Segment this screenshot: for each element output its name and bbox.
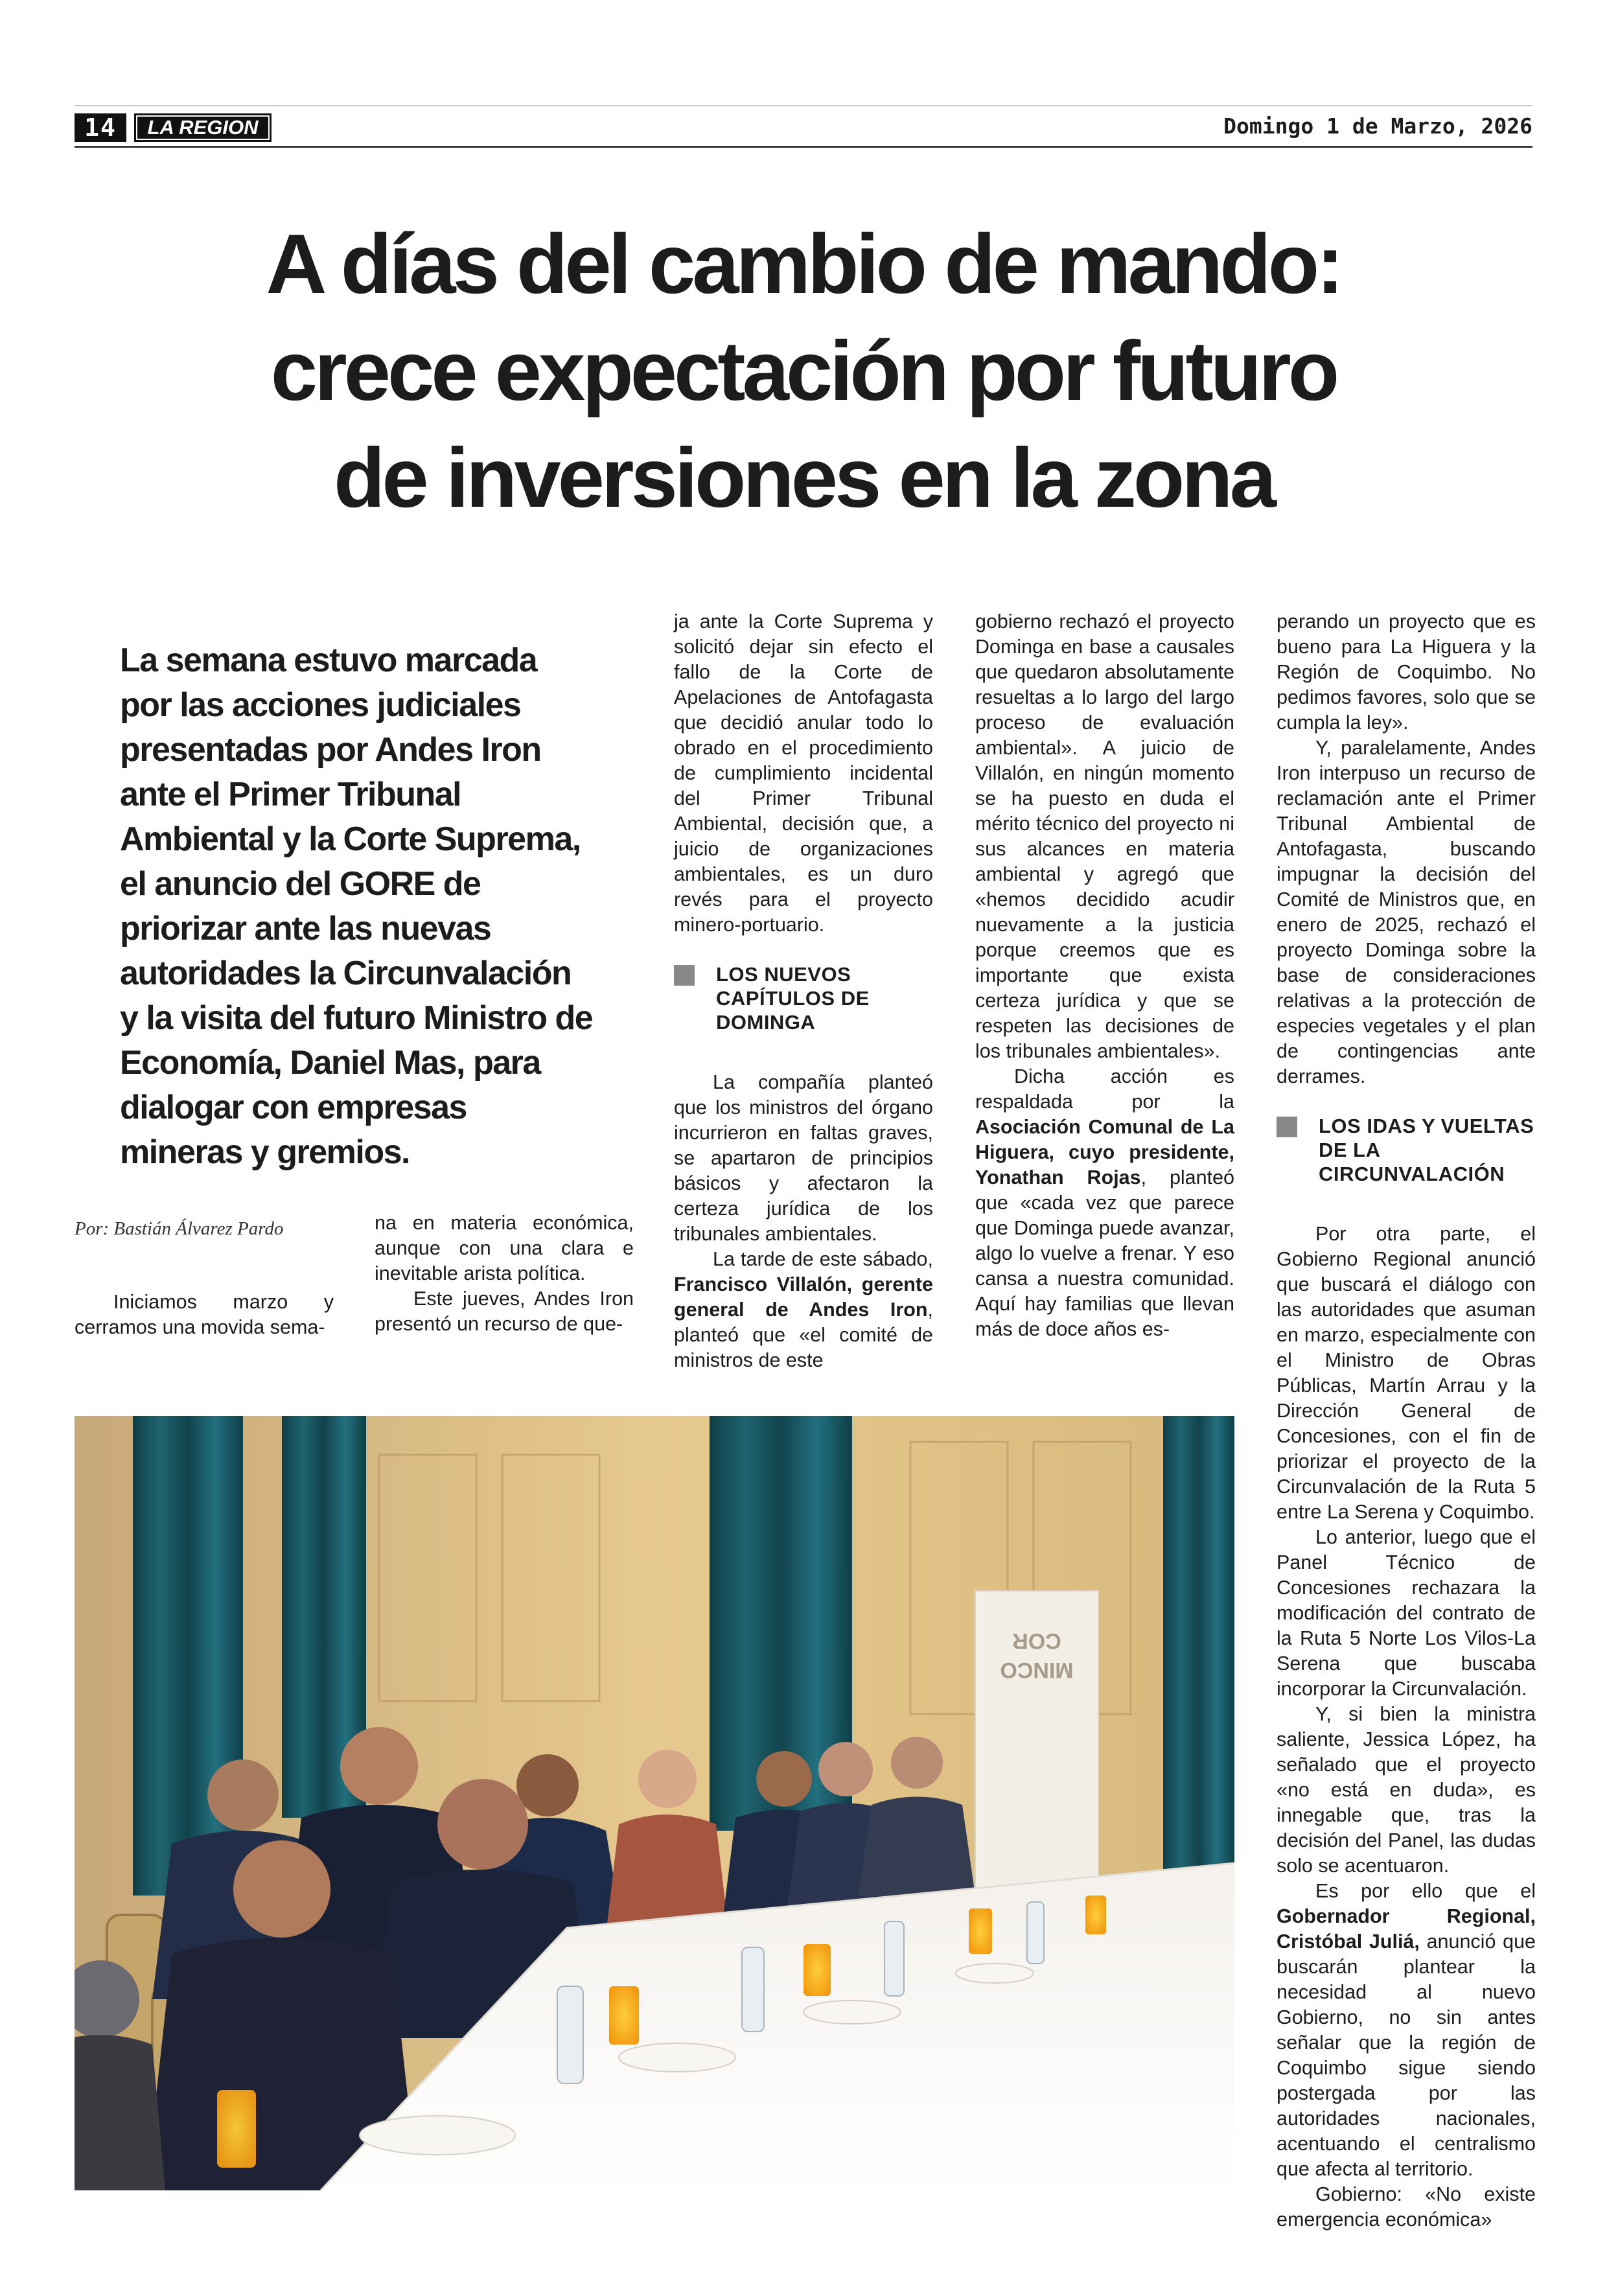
paragraph: La compañía planteó que los ministros del órgano incurrieron en faltas graves, se apartaron de principios básicos y afectaron la certeza jurídica de los tribunales ambientales. [674,1071,933,1245]
text-run: anunció que buscarán plantear la necesidad al nuevo Gobierno, no sin antes señalar que la región de Coquimbo sigue siendo postergada por las autoridades nacionales, acentuando el centralismo que afecta al territorio. [1277,1931,1536,2180]
body-column-4 [1277,609,1536,2232]
bold-text-run: Francisco Villalón, gerente general de Andes Iron [674,1273,933,1321]
banner-text-1: COR [1012,1629,1061,1653]
paragraph: na en materia económica, aunque con una clara e inevitable arista política. [375,1212,634,1284]
square-bullet-icon [1277,1117,1297,1137]
paragraph: Lo anterior, luego que el Panel Técnico de Concesiones rechazara la modificación del contrato de la Ruta 5 Norte Los Vilos-La Serena que buscaba incorporar la Circunvalación. [1277,1526,1536,1700]
issue-date: Domingo 1 de Marzo, 2026 [1223,113,1532,139]
byline: Por: Bastián Álvarez Pardo [75,1218,284,1239]
bold-text-run: Asociación Comunal de La Higuera, cuyo presidente, Yonathan Rojas [975,1116,1234,1189]
meeting-photo [75,1416,1234,2190]
paragraph: Y, paralelamente, Andes Iron interpuso un recurso de reclamación ante el Primer Tribunal Ambiental de Antofagasta, buscando impugnar la decisión del Comité de Ministros que, en enero de 2025, rechazó el proyecto Dominga sobre la base de consideraciones relativas a la protección de especies vegetales y el plan de contingencias ante derrames. [1277,737,1536,1087]
paragraph: Este jueves, Andes Iron presentó un recurso de que- [375,1288,634,1335]
text-run: , planteó que «el comité de ministros de este [674,1299,933,1371]
paragraph: perando un proyecto que es bueno para La Higuera y la Región de Coquimbo. No pedimos favores, solo que se cumpla la ley». [1277,610,1536,734]
body-column-1b [375,1211,634,1337]
subhead-circunvalacion [1277,1114,1536,1186]
header-bottom-rule [75,146,1532,148]
text-run: Es por ello que el [1315,1880,1536,1902]
banner-text-2: MINCO [1000,1658,1074,1682]
paragraph [1277,1879,1536,2182]
masthead-logo: LA REGION [134,113,272,142]
paragraph [674,1247,933,1373]
subhead-dominga [674,962,933,1034]
text-run: , planteó que «cada vez que parece que Dominga puede avanzar, algo lo vuelve a frenar. Y eso cansa a nuestra comunidad. Aquí hay familias que llevan más de doce años es- [975,1166,1235,1340]
paragraph [975,1064,1234,1342]
headline-line-3: de inversiones en la zona [334,430,1273,525]
header-top-rule [75,105,1532,106]
headline-line-2: crece expectación por futuro [270,323,1337,418]
headline [143,211,1464,531]
headline-line-1: A días del cambio de mando: [266,216,1341,311]
body-column-3 [975,609,1234,1342]
paragraph: ja ante la Corte Suprema y solicitó dejar sin efecto el fallo de la Corte de Apelaciones de Antofagasta que decidió anular todo lo obrado en el procedimiento de cumplimiento incidental del Primer Tribunal Ambiental, decisión que, a juicio de organizaciones ambientales, es un duro revés para el proyecto minero-portuario. [674,610,933,936]
meeting-photo-illustration [75,1416,1234,2190]
body-column-1a [75,1290,334,1340]
paragraph: Gobierno: «No existe emergencia económica» [1277,2183,1536,2231]
subhead-text: LOS NUEVOS CAPÍTULOS DE DOMINGA [716,963,870,1034]
bold-text-run: Gobernador Regional, Cristóbal Juliá, [1277,1905,1536,1953]
text-run: Dicha acción es respaldada por la [975,1065,1234,1113]
page-number: 14 [75,113,126,142]
subhead-text: LOS IDAS Y VUELTAS DE LA CIRCUNVALACIÓN [1319,1115,1534,1185]
square-bullet-icon [674,965,695,986]
paragraph: Por otra parte, el Gobierno Regional anunció que buscará el diálogo con las autoridades que asuman en marzo, especialmente con el Ministro de Obras Públicas, Martín Arrau y la Dirección General de Concesiones, con el fin de priorizar el proyecto de la Circunvalación de la Ruta 5 entre La Serena y Coquimbo. [1277,1223,1536,1523]
article-lead: La semana estuvo marcada por las acciones judiciales presentadas por Andes Iron ante el Primer Tribunal Ambiental y la Corte Suprema, el anuncio del GORE de priorizar ante las nuevas autoridades la Circunvalación y la visita del futuro Ministro de Economía, Daniel Mas, para dialogar con empresas mineras y gremios. [120,642,593,1171]
paragraph: Y, si bien la ministra saliente, Jessica López, ha señalado que el proyecto «no está en duda», es innegable que, tras la decisión del Panel, las dudas solo se acentuaron. [1277,1703,1536,1877]
paragraph: gobierno rechazó el proyecto Dominga en base a causales que quedaron absolutamente resueltas a lo largo del largo proceso de evaluación ambiental». A juicio de Villalón, en ningún momento se ha puesto en duda el mérito técnico del proyecto ni sus alcances en materia ambiental y agregó que «hemos decidido acudir nuevamente a la justicia porque creemos que es importante que exista certeza jurídica y que se respeten las decisiones de los tribunales ambientales». [975,610,1234,1062]
paragraph: Iniciamos marzo y cerramos una movida sema- [75,1291,334,1338]
body-column-2 [674,609,933,1373]
text-run: La tarde de este sábado, [713,1248,933,1270]
